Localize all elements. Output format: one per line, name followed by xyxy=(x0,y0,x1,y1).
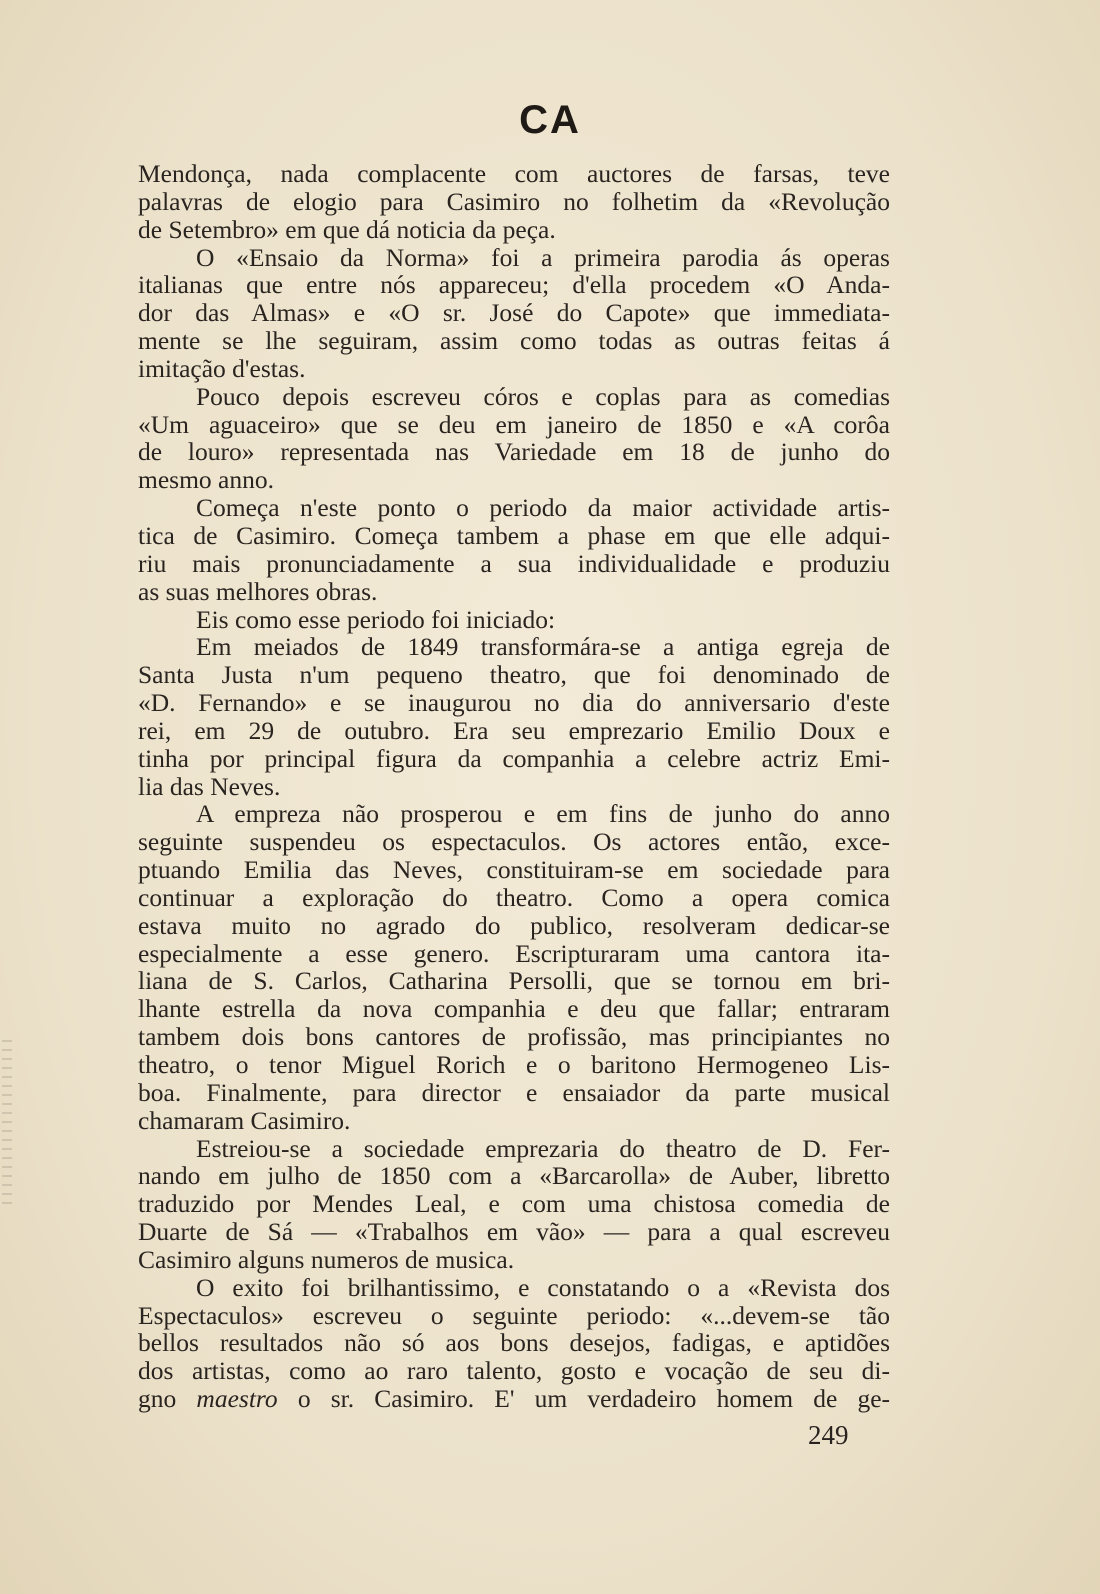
paragraph xyxy=(138,244,890,383)
text-line: Santa Justa n'um pequeno theatro, que foi denominado de xyxy=(138,660,890,690)
text-line: O exito foi brilhantissimo, e constatando o a «Revista dos xyxy=(196,1272,890,1302)
text-line: de Setembro» em que dá noticia da peça. xyxy=(138,214,556,244)
paragraph xyxy=(138,160,890,244)
text-line: tambem dois bons cantores de profissão, mas principiantes no xyxy=(138,1022,890,1052)
text-line: Estreiou-se a sociedade emprezaria do theatro de D. Fer- xyxy=(196,1133,890,1163)
text-line: tinha por principal figura da companhia a celebre actriz Emi- xyxy=(138,743,890,773)
text-fragment: o sr. Casimiro. E' um verdadeiro homem de ge- xyxy=(277,1384,891,1414)
text-line: imitação d'estas. xyxy=(138,353,306,383)
page-number: 249 xyxy=(808,1420,849,1450)
paragraph xyxy=(138,383,890,494)
text-line: traduzido por Mendes Leal, e com uma chistosa comedia de xyxy=(138,1189,890,1219)
text-line: Começa n'este ponto o periodo da maior actividade artis- xyxy=(196,493,890,523)
text-line: Casimiro alguns numeros de musica. xyxy=(138,1244,515,1274)
text-line: «D. Fernando» e se inaugurou no dia do anniversario d'este xyxy=(138,688,890,718)
text-line: continuar a exploração do theatro. Como a opera comica xyxy=(138,882,890,912)
text-line-final xyxy=(138,1385,890,1413)
text-line: rei, em 29 de outubro. Era seu emprezario Emilio Doux e xyxy=(138,715,890,745)
paragraph xyxy=(138,1135,890,1274)
paragraph xyxy=(138,494,890,605)
text-line: A empreza não prosperou e em fins de junho do anno xyxy=(196,799,890,829)
text-line: as suas melhores obras. xyxy=(138,576,378,606)
margin-specks xyxy=(2,1040,12,1210)
text-line: Espectaculos» escreveu o seguinte periodo: «...devem-se tão xyxy=(138,1300,890,1330)
text-line: riu mais pronunciadamente a sua individualidade e produziu xyxy=(138,548,890,578)
paragraph xyxy=(138,1274,890,1413)
text-line: Duarte de Sá — «Trabalhos em vão» — para a qual escreveu xyxy=(138,1217,890,1247)
text-line: especialmente a esse genero. Escripturaram uma cantora ita- xyxy=(138,938,890,968)
text-fragment: gno xyxy=(138,1384,197,1414)
text-line: liana de S. Carlos, Catharina Persolli, que se tornou em bri- xyxy=(138,966,890,996)
text-line: lia das Neves. xyxy=(138,771,281,801)
text-line: dos artistas, como ao raro talento, gosto e vocação de seu di- xyxy=(138,1356,890,1386)
body-text xyxy=(138,160,890,1413)
text-line: dor das Almas» e «O sr. José do Capote» que immediata- xyxy=(138,298,890,328)
text-line: mesmo anno. xyxy=(138,465,274,495)
text-line: Em meiados de 1849 transformára-se a antiga egreja de xyxy=(196,632,890,662)
text-line: Eis como esse periodo foi iniciado: xyxy=(196,604,556,634)
text-line: «Um aguaceiro» que se deu em janeiro de 1850 e «A corôa xyxy=(138,409,890,439)
text-line: bellos resultados não só aos bons desejos, fadigas, e aptidões xyxy=(138,1328,890,1358)
text-line: nando em julho de 1850 com a «Barcarolla» de Auber, libretto xyxy=(138,1161,890,1191)
text-line: tica de Casimiro. Começa tambem a phase em que elle adqui- xyxy=(138,520,890,550)
text-line: ptuando Emilia das Neves, constituiram-se em sociedade para xyxy=(138,855,890,885)
text-line: theatro, o tenor Miguel Rorich e o baritono Hermogeneo Lis- xyxy=(138,1050,890,1079)
paragraph xyxy=(138,633,890,800)
text-line: chamaram Casimiro. xyxy=(138,1105,351,1135)
text-line: O «Ensaio da Norma» foi a primeira parodia ás operas xyxy=(196,242,890,272)
text-line: lhante estrella da nova companhia e deu que fallar; entraram xyxy=(138,994,890,1024)
text-line: Mendonça, nada complacente com auctores de farsas, teve xyxy=(138,159,890,188)
running-header: CA xyxy=(519,98,581,142)
text-line: estava muito no agrado do publico, resolveram dedicar-se xyxy=(138,910,890,940)
text-line: palavras de elogio para Casimiro no folhetim da «Revolução xyxy=(138,186,890,216)
italic-word: maestro xyxy=(196,1384,278,1414)
paragraph xyxy=(138,800,890,1134)
text-line: mente se lhe seguiram, assim como todas as outras feitas á xyxy=(138,326,890,356)
paragraph xyxy=(138,606,890,634)
text-line: de louro» representada nas Variedade em 18 de junho do xyxy=(138,437,890,467)
text-line: seguinte suspendeu os espectaculos. Os actores então, exce- xyxy=(138,827,890,857)
text-line: Pouco depois escreveu córos e coplas para as comedias xyxy=(196,381,890,411)
text-line: italianas que entre nós appareceu; d'ella procedem «O Anda- xyxy=(138,270,890,300)
text-line: boa. Finalmente, para director e ensaiador da parte musical xyxy=(138,1077,890,1107)
